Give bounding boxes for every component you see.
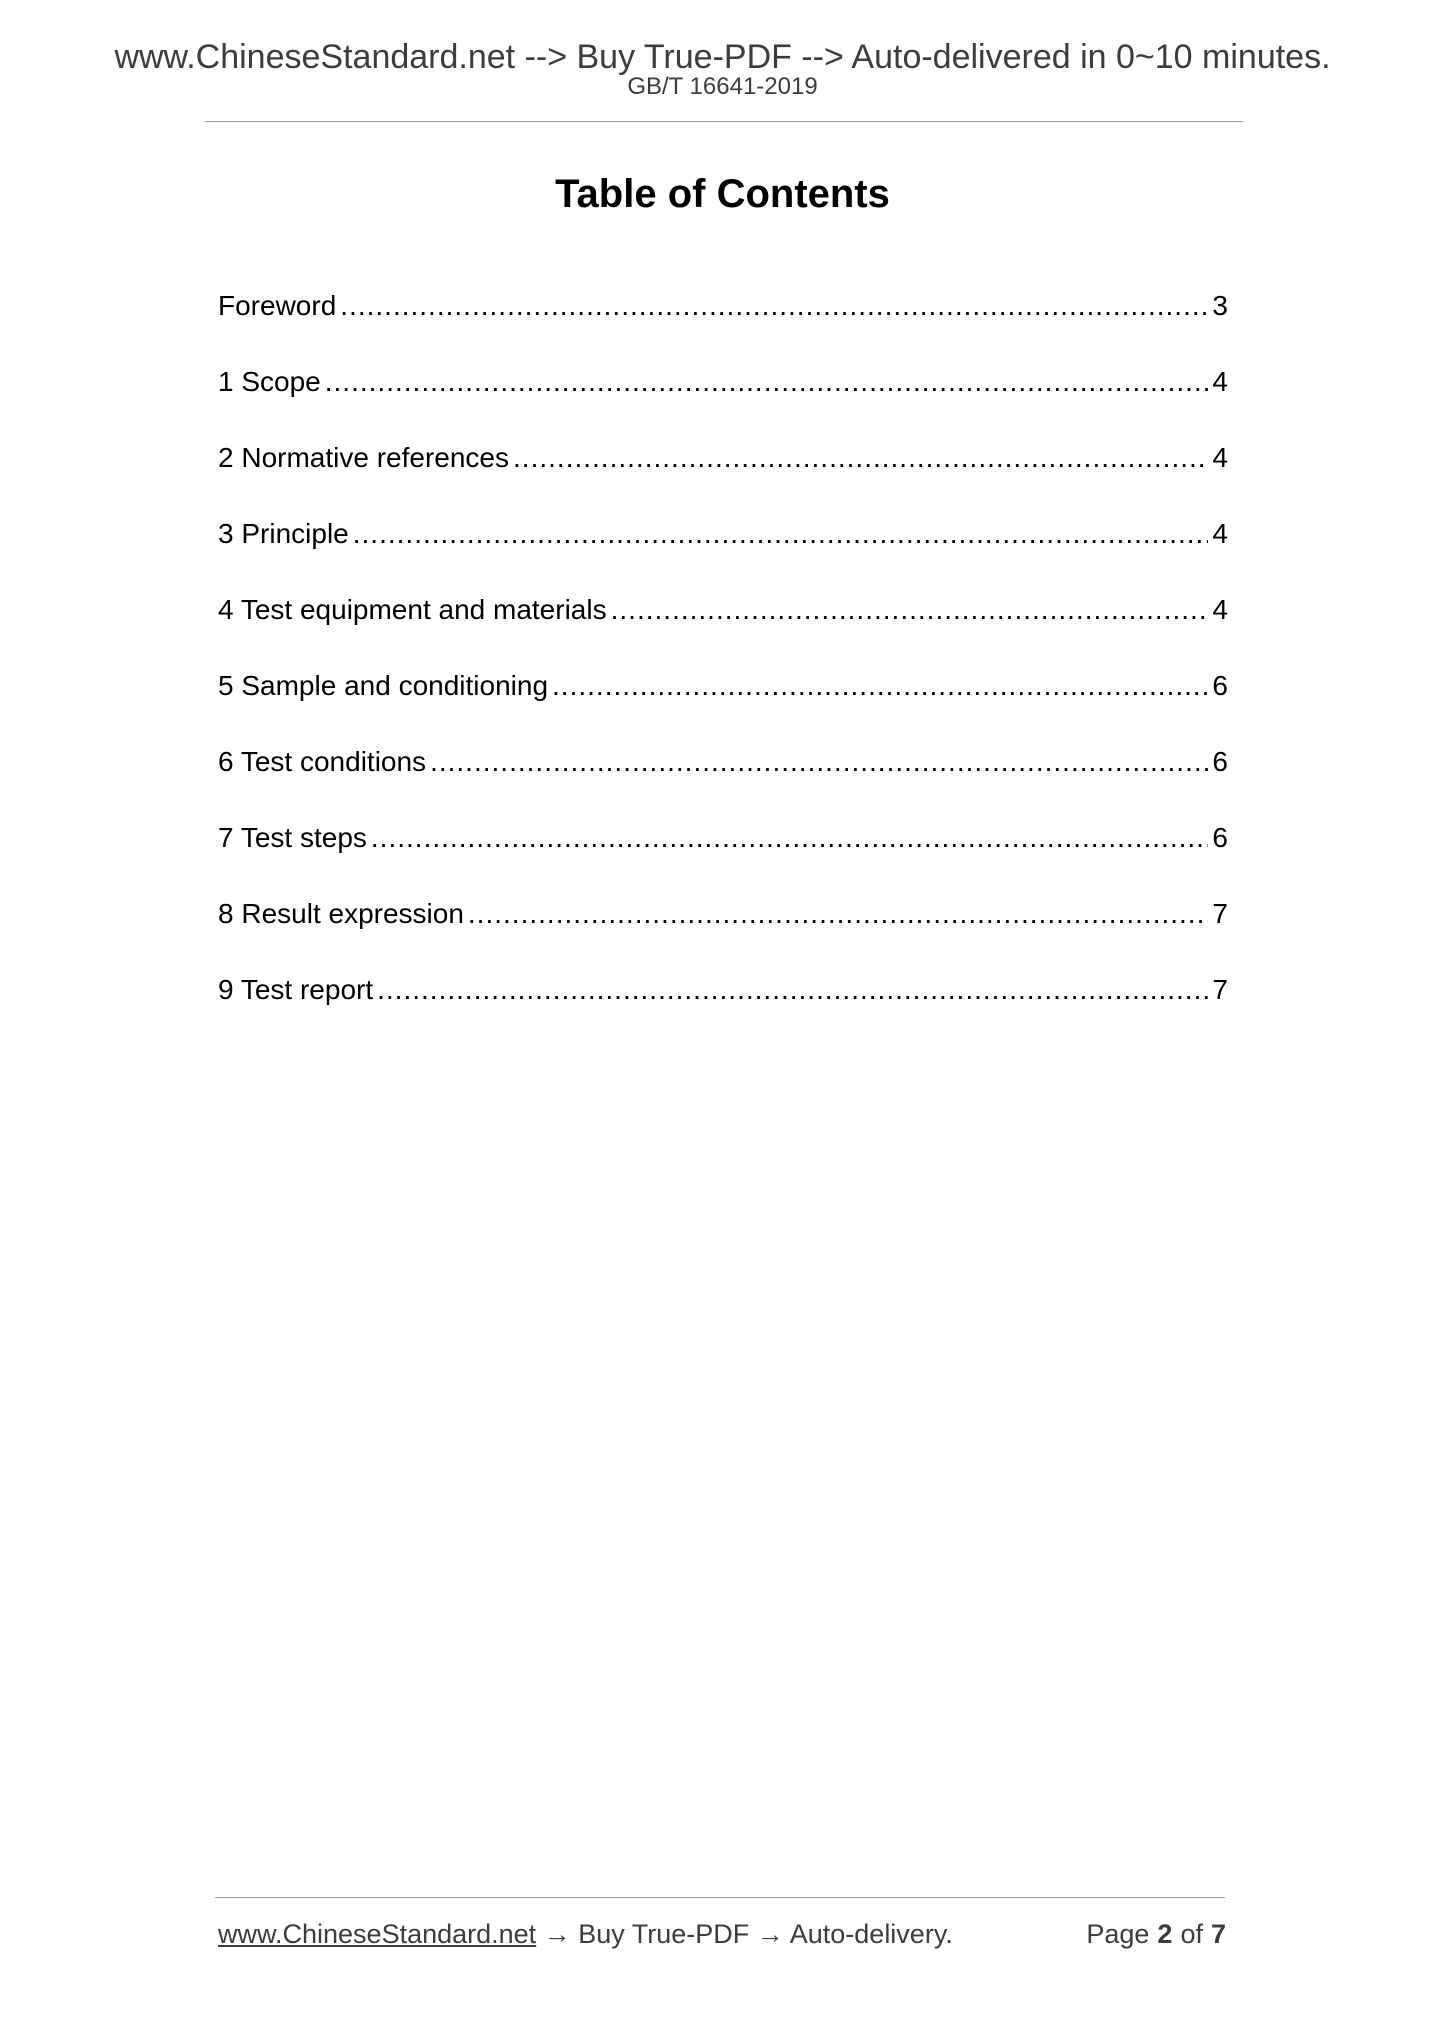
of-word: of (1180, 1919, 1203, 1949)
toc-title: Table of Contents (555, 172, 890, 216)
toc-entry-page: 6 (1212, 746, 1228, 777)
toc-entry-principle[interactable] (218, 514, 1228, 590)
top-banner: www.ChineseStandard.net --> Buy True-PDF --> Auto-delivered in 0~10 minutes. (114, 38, 1331, 76)
toc-entry-result-expression[interactable] (218, 894, 1228, 970)
toc-entry-page: 3 (1212, 290, 1228, 321)
toc-entry-sample-conditioning[interactable] (218, 666, 1228, 742)
toc-list (218, 286, 1228, 1046)
toc-entry-page: 4 (1212, 594, 1228, 625)
toc-dot-leader (611, 590, 1209, 630)
page-word: Page (1086, 1919, 1150, 1949)
toc-entry-page: 4 (1212, 518, 1228, 549)
toc-entry-label: 3 Principle (218, 518, 349, 549)
toc-entry-test-report[interactable] (218, 970, 1228, 1046)
toc-entry-normative-references[interactable] (218, 438, 1228, 514)
toc-dot-leader (430, 742, 1208, 782)
toc-entry-page: 7 (1212, 974, 1228, 1005)
toc-entry-label: 5 Sample and conditioning (218, 670, 549, 701)
toc-entry-foreword[interactable] (218, 286, 1228, 362)
toc-entry-page: 4 (1212, 442, 1228, 473)
toc-entry-test-equipment[interactable] (218, 590, 1228, 666)
toc-dot-leader (513, 438, 1208, 478)
footer-site-link[interactable]: www.ChineseStandard.net (218, 1919, 537, 1949)
toc-entry-label: 4 Test equipment and materials (218, 594, 607, 625)
toc-entry-label: 9 Test report (218, 974, 374, 1005)
footer-divider (215, 1897, 1225, 1898)
toc-dot-leader (371, 818, 1209, 858)
page-footer (218, 1916, 1226, 1952)
toc-entry-label: 6 Test conditions (218, 746, 427, 777)
footer-left (218, 1916, 953, 1952)
toc-dot-leader (340, 286, 1208, 326)
toc-entry-page: 7 (1212, 898, 1228, 929)
toc-entry-label: 1 Scope (218, 366, 321, 397)
toc-entry-page: 6 (1212, 670, 1228, 701)
toc-dot-leader (325, 362, 1209, 402)
toc-entry-label: Foreword (218, 290, 337, 321)
total-pages-number: 7 (1210, 1919, 1226, 1949)
toc-entry-page: 4 (1212, 366, 1228, 397)
toc-dot-leader (468, 894, 1209, 934)
document-code: GB/T 16641-2019 (627, 73, 818, 100)
toc-entry-label: 2 Normative references (218, 442, 510, 473)
toc-dot-leader (377, 970, 1208, 1010)
current-page-number: 2 (1157, 1919, 1173, 1949)
toc-entry-label: 7 Test steps (218, 822, 367, 853)
page-indicator (1086, 1916, 1226, 1952)
toc-entry-page: 6 (1212, 822, 1228, 853)
toc-entry-scope[interactable] (218, 362, 1228, 438)
toc-entry-test-conditions[interactable] (218, 742, 1228, 818)
toc-entry-test-steps[interactable] (218, 818, 1228, 894)
header-divider (205, 121, 1243, 122)
toc-dot-leader (552, 666, 1208, 706)
footer-tagline: → Buy True-PDF → Auto-delivery. (536, 1919, 953, 1949)
toc-dot-leader (353, 514, 1209, 554)
toc-entry-label: 8 Result expression (218, 898, 464, 929)
